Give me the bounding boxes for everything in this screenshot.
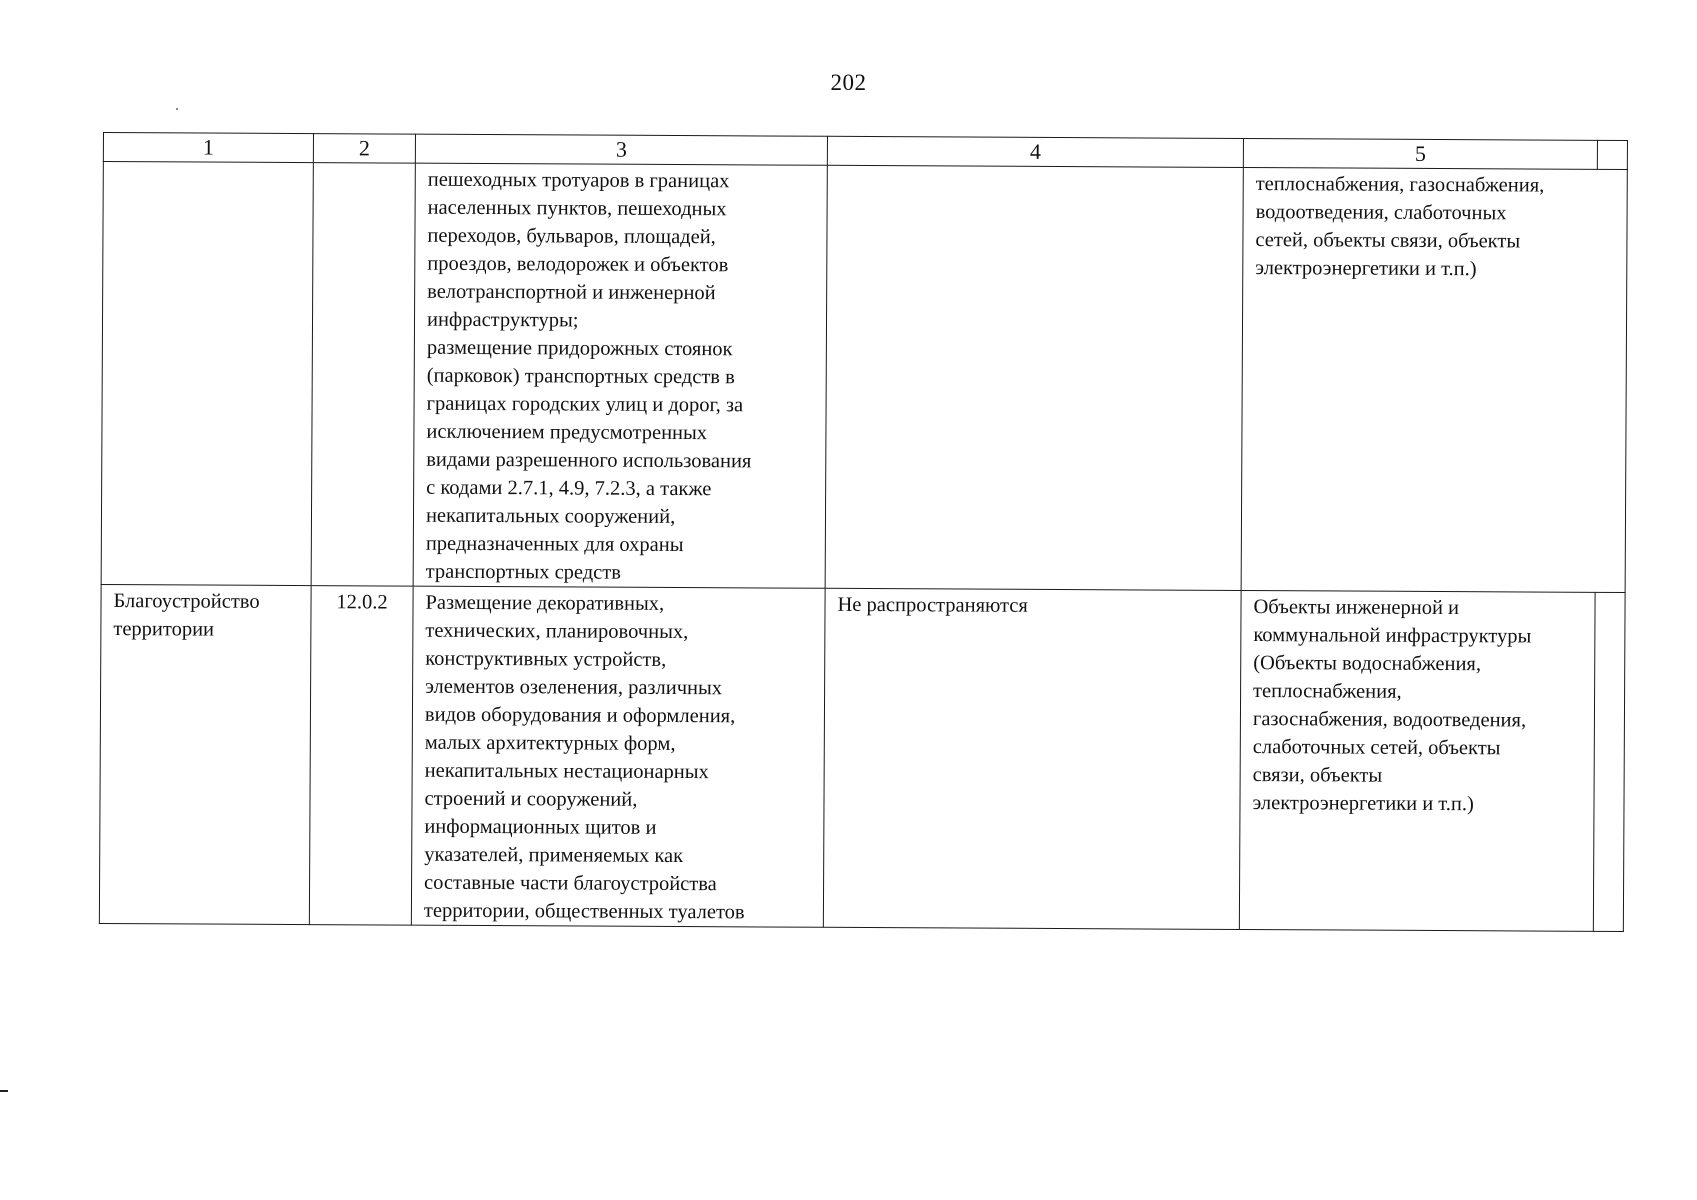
cell-name-text: Благоустройство территории xyxy=(113,590,260,641)
header-col-5: 5 xyxy=(1243,138,1597,169)
header-col-1: 1 xyxy=(103,133,313,163)
table-row xyxy=(99,584,1625,931)
cell-name-text xyxy=(104,162,313,165)
cell-objects xyxy=(1241,167,1627,592)
cell-name xyxy=(99,584,311,924)
cell-description-text: пешеходных тротуаров в границах населенных пунктов, пешеходных переходов, бульваров, площадей, проездов, велодорожек и объектов велотранспортной и инженерной инфраструктуры; размещение придорожных стоянок (парковок) транспортных средств в границах городских улиц и дорог, за исключением предусмотренных видами разрешенного использования с кодами 2.7.1, 4.9, 7.2.3, а также некапитальных сооружений, предназначенных для охраны транспортных средств xyxy=(425,168,752,584)
cell-restrictions-text xyxy=(828,166,1243,170)
cell-code xyxy=(311,163,415,587)
cell-description xyxy=(411,586,825,927)
table-row xyxy=(101,162,1627,593)
cell-restrictions xyxy=(825,165,1243,590)
cell-blank xyxy=(1593,592,1625,931)
header-col-4: 4 xyxy=(827,136,1243,167)
cell-objects-text: Объекты инженерной и коммунальной инфраструктуры (Объекты водоснабжения, теплоснабжения, газоснабжения, водоотведения, слаботочных сетей, объекты связи, объекты электроэнергетики и т.п.) xyxy=(1252,596,1532,816)
header-blank-col xyxy=(1597,140,1627,169)
scan-artifact-dot xyxy=(176,108,178,110)
cell-code-text xyxy=(314,163,415,166)
cell-description-text: Размещение декоративных, технических, планировочных, конструктивных устройств, элементов озеленения, различных видов оборудования и оформления, малых архитектурных форм, некапитальных нестационарных строений и сооружений, информационных щитов и указателей, применяемых как составные части благоустройства территории, общественных туалетов xyxy=(423,591,745,924)
cell-code-text: 12.0.2 xyxy=(336,591,388,614)
cell-code xyxy=(309,586,413,926)
land-use-table xyxy=(99,132,1628,932)
cell-description xyxy=(413,163,827,588)
table-body xyxy=(99,162,1627,932)
header-col-3: 3 xyxy=(415,134,827,165)
cell-restrictions-text: Не распространяются xyxy=(837,593,1028,617)
page-number: 202 xyxy=(830,70,867,95)
cell-objects-text: теплоснабжения, газоснабжения, водоотведения, слаботочных сетей, объекты связи, объекты электроэнергетики и т.п.) xyxy=(1255,173,1545,281)
cell-restrictions xyxy=(823,588,1241,929)
header-col-2: 2 xyxy=(313,134,415,164)
cell-objects xyxy=(1239,590,1595,931)
cell-name xyxy=(101,162,313,586)
margin-mark xyxy=(0,1090,8,1092)
